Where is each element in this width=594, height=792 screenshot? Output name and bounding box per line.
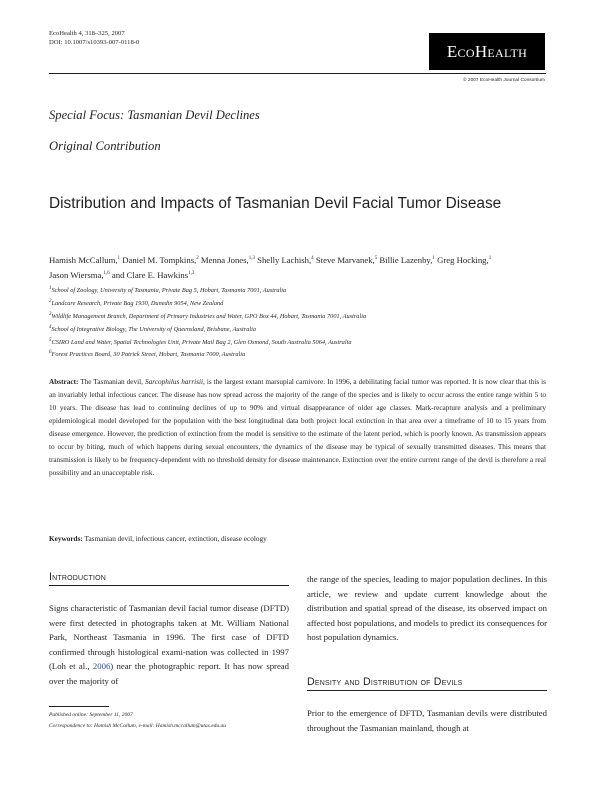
intro-paragraph (49, 601, 289, 688)
intro-text: Signs characteristic of Tasmanian devil facial tumor disease (DFTD) were first detected in photographs taken at Mt. William National Park, Northeast Tasmania in 1996. The first case of DFTD confirmed through histological exami-nation was collected in 1997 (Loh et al., (49, 603, 289, 671)
affiliation-item (49, 284, 519, 297)
author: Shelly Lachish, (257, 254, 312, 265)
section-rule (307, 690, 547, 691)
affiliation-item (49, 348, 519, 361)
affiliation-num: 5 (49, 337, 52, 343)
copyright-notice: © 2007 EcoHealth Journal Consortium (463, 78, 545, 83)
author-sup: 4 (311, 256, 314, 261)
affiliation-num: 4 (49, 324, 52, 330)
affiliations (49, 284, 519, 361)
affiliation-text: Forest Practices Board, 30 Patrick Street, Hobart, Tasmania 7000, Australia (51, 351, 246, 359)
author-sup: 1 (432, 256, 435, 261)
affiliation-num: 6 (49, 350, 52, 356)
author-list (49, 252, 509, 282)
affiliation-num: 3 (49, 311, 52, 317)
article-title: Distribution and Impacts of Tasmanian Devil Facial Tumor Disease (49, 195, 502, 212)
journal-citation (49, 30, 139, 47)
author: Hamish McCallum, (49, 254, 118, 265)
author: Menna Jones, (200, 254, 249, 265)
ecohealth-logo (429, 33, 545, 70)
affiliation-item (49, 323, 519, 336)
affiliation-item (49, 310, 519, 323)
author-sup: 2 (196, 256, 199, 261)
author-sup: 1 (488, 256, 492, 261)
journal-volume-line: EcoHealth 4, 318–325, 2007 (49, 30, 125, 37)
author-sup: 1,3 (248, 256, 255, 261)
logo-text: EcoHealth (446, 41, 528, 61)
author: Daniel M. Tompkins, (122, 254, 197, 265)
abstract-label: Abstract: (49, 378, 79, 386)
footnote-rule (49, 706, 109, 707)
published-date: Published online: September 11, 2007 (49, 712, 133, 718)
correspondence-note: Correspondence to: Hamish McCallum, e-mail: Hamish.mccallum@utas.edu.au (49, 723, 227, 729)
right-column-paragraph: the range of the species, leading to major population declines. In this article, we review and update current knowledge about the distribution and spatial spread of the disease, its observed impact on affected host populations, and models to predict its consequences for host population dynamics. (307, 574, 547, 642)
author: Jason Wiersma, (49, 269, 104, 280)
keywords-text: Tasmanian devil, infectious cancer, extinction, disease ecology (82, 535, 267, 543)
citation-link[interactable]: 2006 (92, 661, 111, 671)
author-sup: 1 (117, 256, 121, 261)
abstract-text: , is the largest extant marsupial carnivore. In 1996, a debilitating facial tumor was reported. It is now clear that this is an invariably lethal infectious cancer. The disease has now spread across the majority of the range of the species and is likely to occur across the entire range within 5 to 10 years. The disease has lead to continuing declines of up to 90% and virtual disappearance of older age classes. Mark-recapture analysis and a preliminary epidemiological model developed for the population with the best longitudinal data both project local extinction in that area over a timeframe of 10 to 15 years from disease emergence. However, the prediction of extinction from the model is sensitive to the estimate of the latent period, which is poorly known. As transmission appears to occur by biting, much of which happens during sexual encounters, the dynamics of the disease may be typical of sexually transmitted diseases. This means that transmission is likely to be frequency-dependent with no threshold density for disease maintenance. Extinction over the entire current range of the devil is therefore a real possibility and an unacceptable risk. (49, 378, 546, 477)
special-focus-label: Special Focus: Tasmanian Devil Declines (49, 108, 260, 122)
section-heading-density: Density and Distribution of Devils (307, 676, 463, 688)
journal-doi-line: DOI: 10.1007/s10393-007-0118-0 (49, 38, 140, 46)
section-rule (49, 585, 289, 586)
author-sup: 5 (374, 256, 378, 261)
affiliation-text: CSIRO Land and Water, Spatial Technologies Unit, Private Mail Bag 2, Glen Osmond, South Australia 5064, Australia (51, 338, 352, 346)
intro-text-end: ) near the photographic report. It has now spread over the majority of (49, 661, 289, 686)
header-rule (49, 73, 546, 74)
affiliation-num: 2 (49, 298, 52, 304)
density-paragraph: Prior to the emergence of DFTD, Tasmanian devils were distributed throughout the Tasmanian mainland, though at (307, 708, 547, 733)
affiliation-num: 1 (49, 286, 52, 291)
article-type-label: Original Contribution (49, 139, 161, 153)
affiliation-item (49, 336, 519, 349)
affiliation-text: Landcare Research, Private Bag 1930, Dunedin 9054, New Zealand (51, 299, 224, 307)
author: Billie Lazenby, (379, 254, 433, 265)
affiliation-item (49, 297, 519, 310)
species-name: Sarcophilus harrisii (144, 378, 204, 386)
keywords-label: Keywords: (49, 535, 83, 543)
author-sup: 1,3 (188, 270, 195, 276)
affiliation-text: School of Zoology, University of Tasmania, Private Bag 5, Hobart, Tasmania 7001, Australia (51, 287, 287, 295)
affiliation-text: Wildlife Management Branch, Department of Primary Industries and Water, GPO Box 44, Hobart, Tasmania 7001, Australia (51, 312, 367, 320)
author-sup: 1,6 (103, 270, 110, 276)
section-heading-introduction: Introduction (49, 571, 107, 583)
abstract-text-pre: The Tasmanian devil, (78, 378, 145, 386)
affiliation-text: School of Integrative Biology, The University of Queensland, Brisbane, Australia (51, 325, 257, 333)
author: and Clare E. Hawkins (111, 269, 189, 280)
author: Steve Marvanek, (315, 254, 375, 265)
keywords-line (49, 535, 546, 543)
author: Greg Hocking, (437, 254, 489, 265)
abstract-paragraph (49, 376, 546, 480)
